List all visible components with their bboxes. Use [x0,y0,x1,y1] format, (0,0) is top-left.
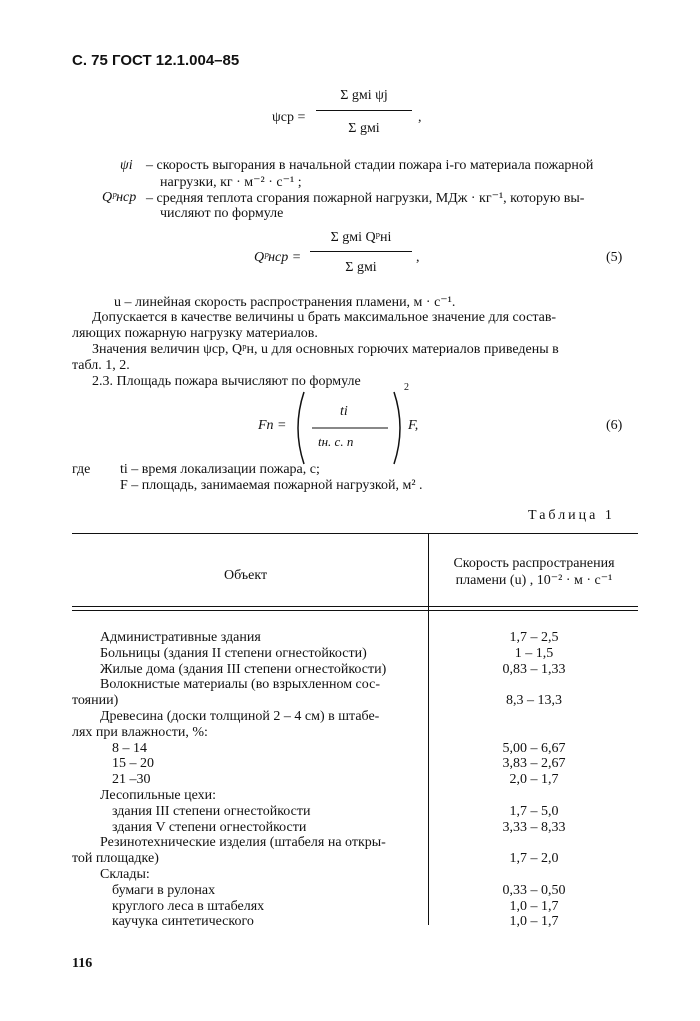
formula-psi-denominator: Σ gмi [348,121,380,136]
table-row-label: каучука синтетического [112,914,254,929]
table-row-value: 3,33 – 8,33 [502,820,566,835]
page-number: 116 [72,956,93,971]
where-line2: F – площадь, занимаемая пожарной нагрузкой, м² . [120,478,423,493]
formula5-numerator: Σ gмi Qᵖнi [330,230,392,245]
table-col1-header: Объект [224,568,268,583]
q-symbol: Qᵖнср [102,190,137,205]
u-definition: u – линейная скорость распространения пламени, м · с⁻¹. [114,295,456,310]
q-def-line2: числяют по формуле [160,206,284,221]
table-row-label: Больницы (здания II степени огнестойкости) [100,646,367,661]
formula-psi-lhs: ψср = [272,110,306,125]
table-row-value: 1,0 – 1,7 [509,899,559,914]
formula6-rhs: F, [408,418,419,433]
table-row-label: той площадке) [72,851,159,866]
table-row-label: тоянии) [72,693,119,708]
formula6-exponent: 2 [404,382,409,393]
para-line6: 2.3. Площадь пожара вычисляют по формуле [92,374,361,389]
table-row-value: 1,0 – 1,7 [509,914,559,929]
table-row-label: 21 –30 [112,772,151,787]
formula-psi-fraction [316,88,412,137]
para-line5: табл. 1, 2. [72,358,130,373]
psi-def-line1: – скорость выгорания в начальной стадии пожара i-го материала пожарной [146,158,594,173]
para-line4: Значения величин ψср, Qᵖн, u для основных горючих материалов приведены в [92,342,559,357]
table-row-label: Древесина (доски толщиной 2 – 4 см) в штабе- [100,709,380,724]
q-def-line1: – средняя теплота сгорания пожарной нагрузки, МДж · кг⁻¹, которую вы- [146,191,585,206]
table-column-divider [428,533,429,925]
table-row-label: Административные здания [100,630,261,645]
formula5-lhs: Qᵖнср = [254,250,302,265]
table-top-rule [72,533,638,534]
table-row-value: 1 – 1,5 [514,646,554,661]
page-header: С. 75 ГОСТ 12.1.004–85 [72,52,240,69]
formula5-trail: , [416,250,420,265]
where-line1: ti – время локализации пожара, с; [120,462,320,477]
where-word: где [72,462,91,477]
table-row-value: 0,33 – 0,50 [502,883,566,898]
formula5-denominator: Σ gмi [345,260,377,275]
table-row-label: 15 – 20 [112,756,154,771]
table-row-label: лях при влажности, %: [72,725,208,740]
table-row-value: 8,3 – 13,3 [506,693,562,708]
formula6-numerator: ti [340,404,348,419]
formula6-number: (6) [606,418,623,433]
table-header-rule-1 [72,606,638,607]
para-line2: Допускается в качестве величины u брать максимальное значение для состав- [92,310,557,325]
table-row-value: 0,83 – 1,33 [502,662,566,677]
para-line3: ляющих пожарную нагрузку материалов. [72,326,318,341]
table-row-value: 3,83 – 2,67 [502,756,566,771]
table-row-label: здания III степени огнестойкости [112,804,311,819]
formula6-lhs: Fп = [258,418,287,433]
table-row-label: Резинотехнические изделия (штабеля на откры- [100,835,386,850]
table-row-label: 8 – 14 [112,741,147,756]
table-row-value: 5,00 – 6,67 [502,741,566,756]
table-row-label: круглого леса в штабелях [112,899,265,914]
table-row-value: 1,7 – 2,0 [509,851,559,866]
psi-def-line2: нагрузки, кг · м⁻² · с⁻¹ ; [160,175,302,190]
formula5-fraction [310,230,412,276]
table-row-value: 1,7 – 2,5 [509,630,559,645]
formula-psi-numerator: Σ gмi ψj [340,88,388,103]
table-row-value: 1,7 – 5,0 [509,804,559,819]
table-col2-header-line2: пламени (u) , 10⁻² · м · с⁻¹ [455,573,613,588]
formula5-number: (5) [606,250,623,265]
table-row-label: Волокнистые материалы (во взрыхленном сос- [100,677,380,692]
table-row-label: бумаги в рулонах [112,883,216,898]
formula-psi-trail: , [418,110,422,125]
table-row-label: здания V степени огнестойкости [112,820,307,835]
table-row-label: Жилые дома (здания III степени огнестойкости) [100,662,387,677]
table-row-label: Лесопильные цехи: [100,788,217,803]
table-caption: Таблица 1 [528,508,615,523]
table-col2-header-line1: Скорость распространения [453,556,615,571]
table-row-label: Склады: [100,867,150,882]
table-header-rule-2 [72,610,638,611]
formula6-denominator: tн. с. п [318,434,354,449]
psi-symbol: ψi [120,158,133,173]
formula6-parentheses [290,388,410,468]
table-row-value: 2,0 – 1,7 [509,772,559,787]
